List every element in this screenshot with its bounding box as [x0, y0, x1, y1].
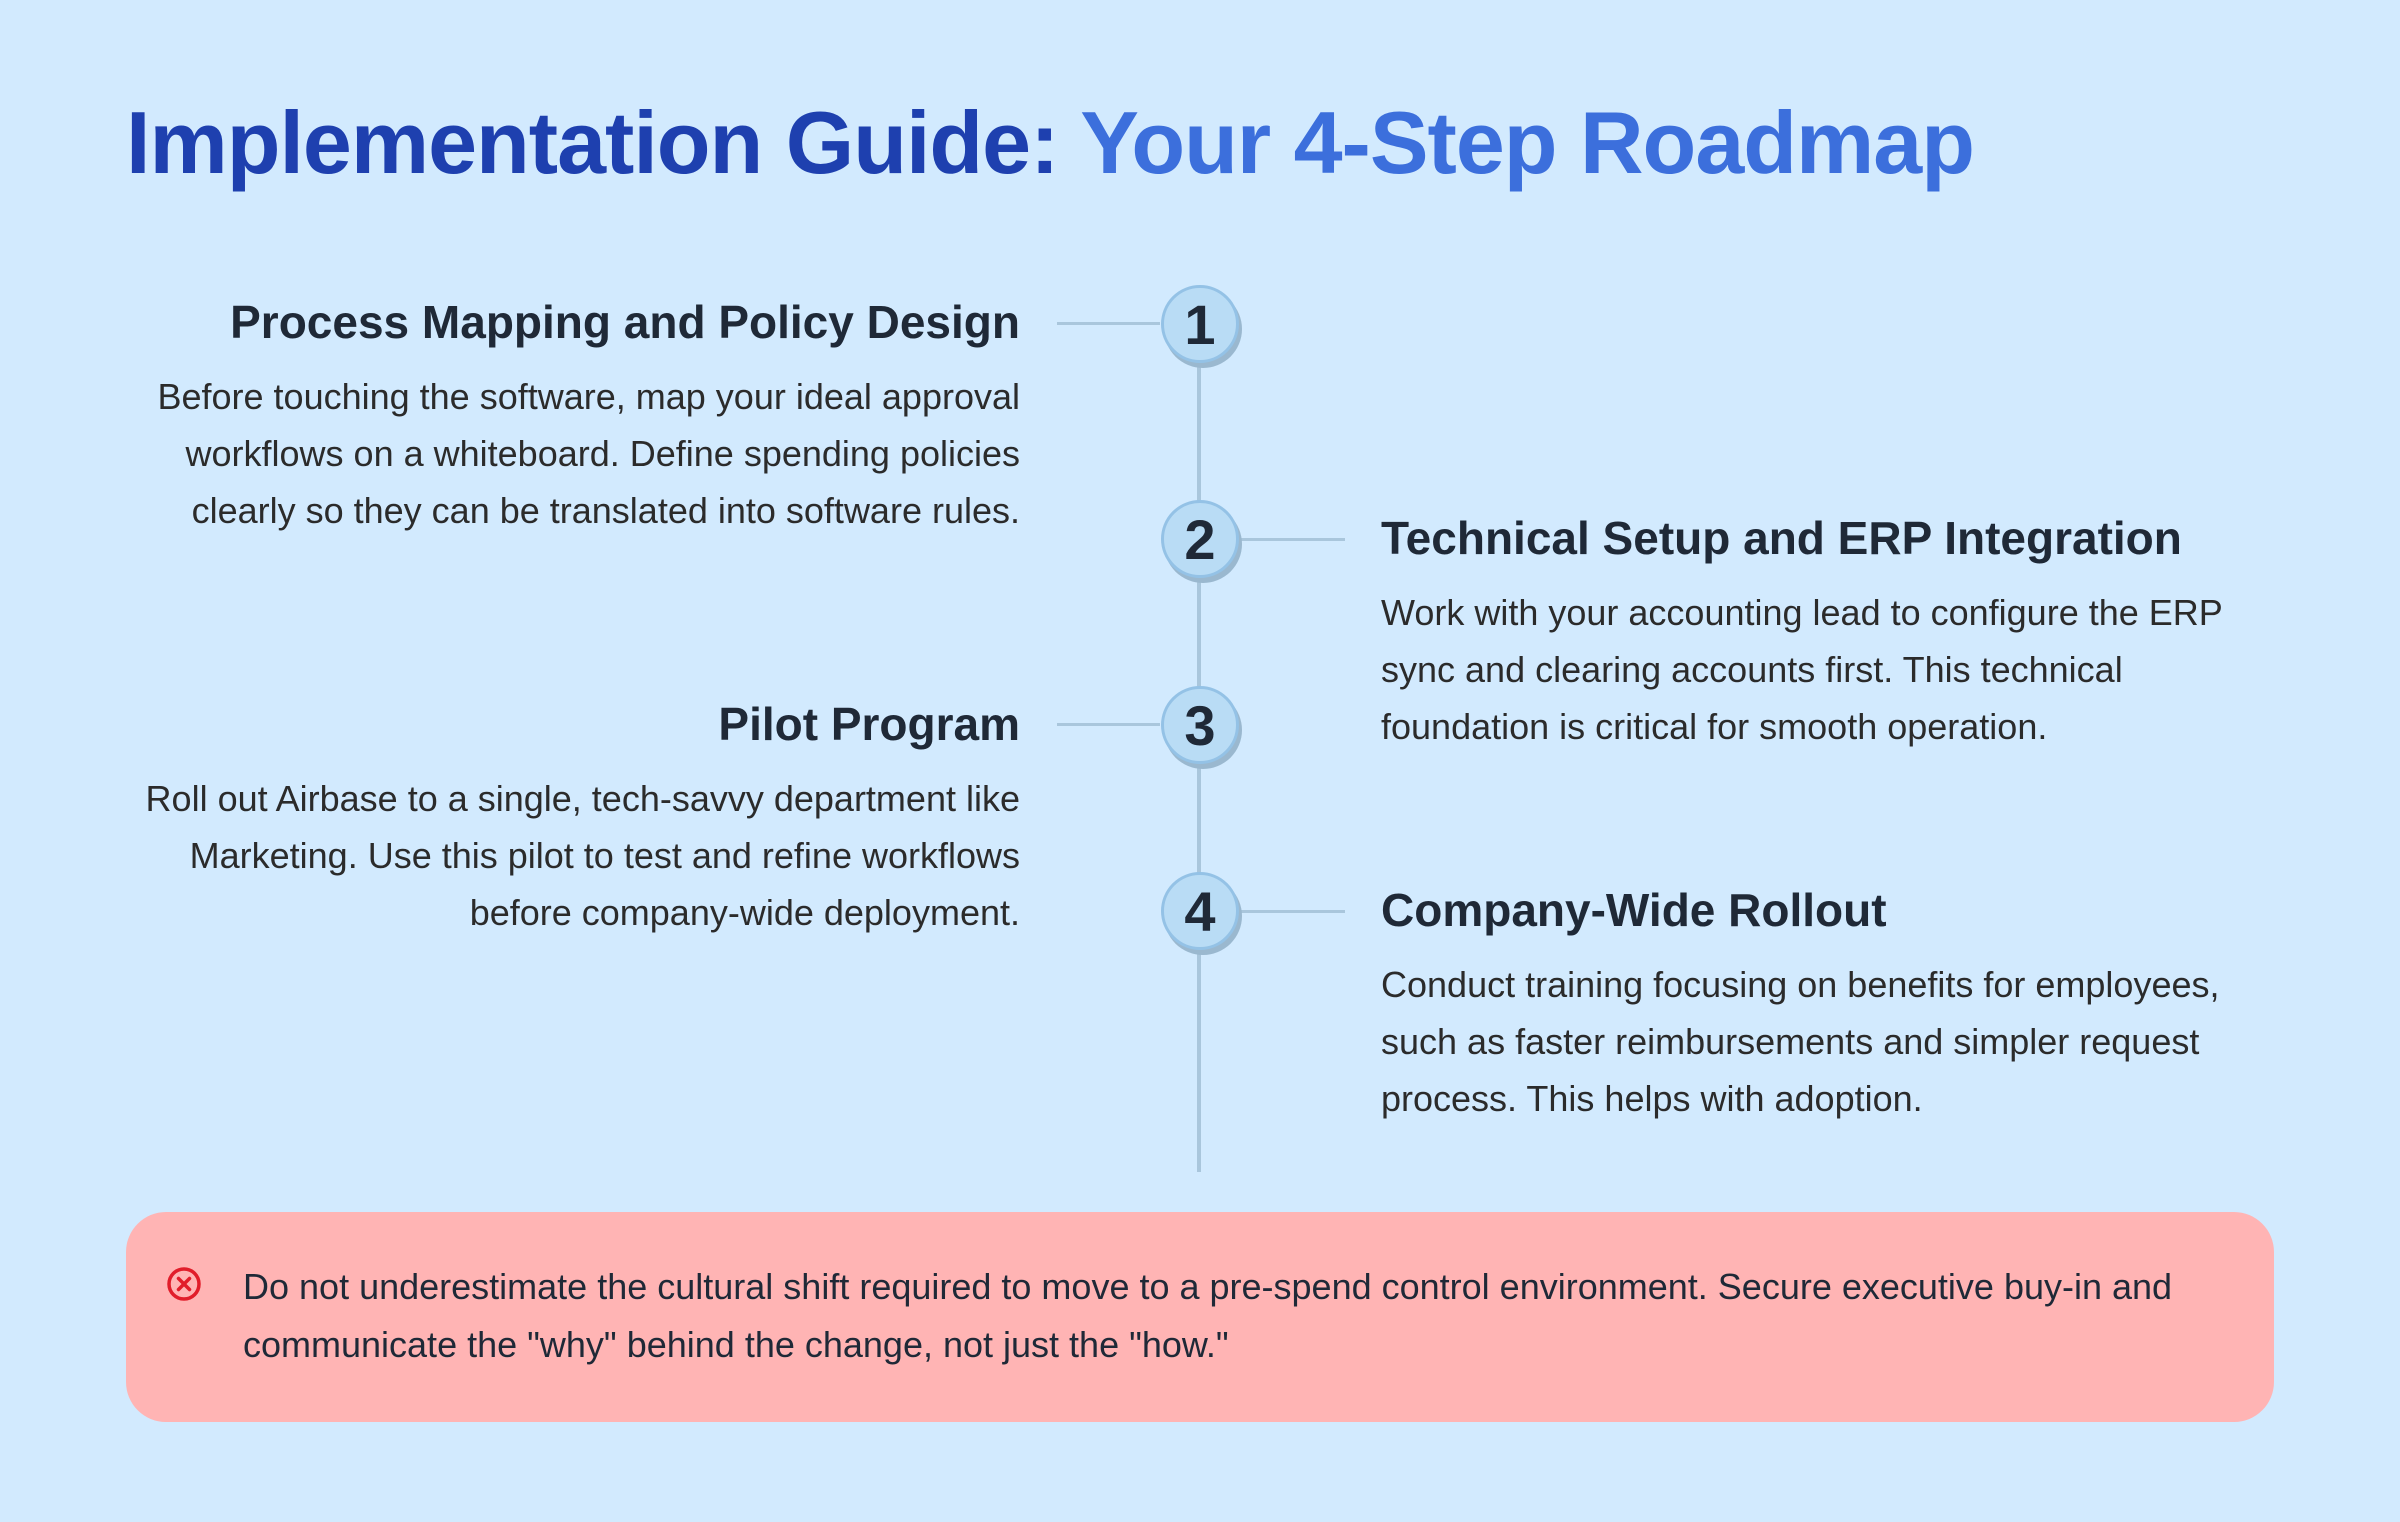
- step-2-marker: 2: [1161, 500, 1239, 578]
- warning-text: Do not underestimate the cultural shift required to move to a pre-spend control environment. Secure executive buy-in and communicate the "why" behind the change, not just the "how.": [243, 1266, 2173, 1365]
- title-part-1: Implementation Guide:: [126, 93, 1059, 192]
- step-4: [1381, 883, 2271, 1127]
- error-x-circle-icon: [166, 1266, 202, 1302]
- step-4-title: Company-Wide Rollout: [1381, 884, 1887, 936]
- step-3-title: Pilot Program: [718, 698, 1020, 750]
- step-2-title: Technical Setup and ERP Integration: [1381, 512, 2182, 564]
- step-4-description: Conduct training focusing on benefits for employees, such as faster reimbursements and simpler request process. This helps with adoption.: [1381, 964, 2220, 1120]
- step-1-connector: [1057, 322, 1160, 325]
- step-3-connector: [1057, 723, 1160, 726]
- step-1-marker: 1: [1161, 285, 1239, 363]
- step-3: [130, 697, 1020, 941]
- step-2-connector: [1238, 538, 1345, 541]
- title-part-2: Your 4-Step Roadmap: [1080, 93, 1974, 192]
- step-3-description: Roll out Airbase to a single, tech-savvy department like Marketing. Use this pilot to test and refine workflows before company-wide deployment.: [145, 778, 1020, 934]
- step-2-description: Work with your accounting lead to configure the ERP sync and clearing accounts first. This technical foundation is critical for smooth operation.: [1381, 592, 2223, 748]
- step-2: [1381, 511, 2271, 755]
- warning-callout: [126, 1212, 2274, 1422]
- page-title: [126, 92, 1974, 193]
- step-1-title: Process Mapping and Policy Design: [230, 296, 1020, 348]
- step-4-connector: [1238, 910, 1345, 913]
- step-1-description: Before touching the software, map your ideal approval workflows on a whiteboard. Define spending policies clearly so they can be translated into software rules.: [157, 376, 1020, 532]
- step-4-marker: 4: [1161, 872, 1239, 950]
- step-1: [130, 295, 1020, 539]
- step-3-marker: 3: [1161, 686, 1239, 764]
